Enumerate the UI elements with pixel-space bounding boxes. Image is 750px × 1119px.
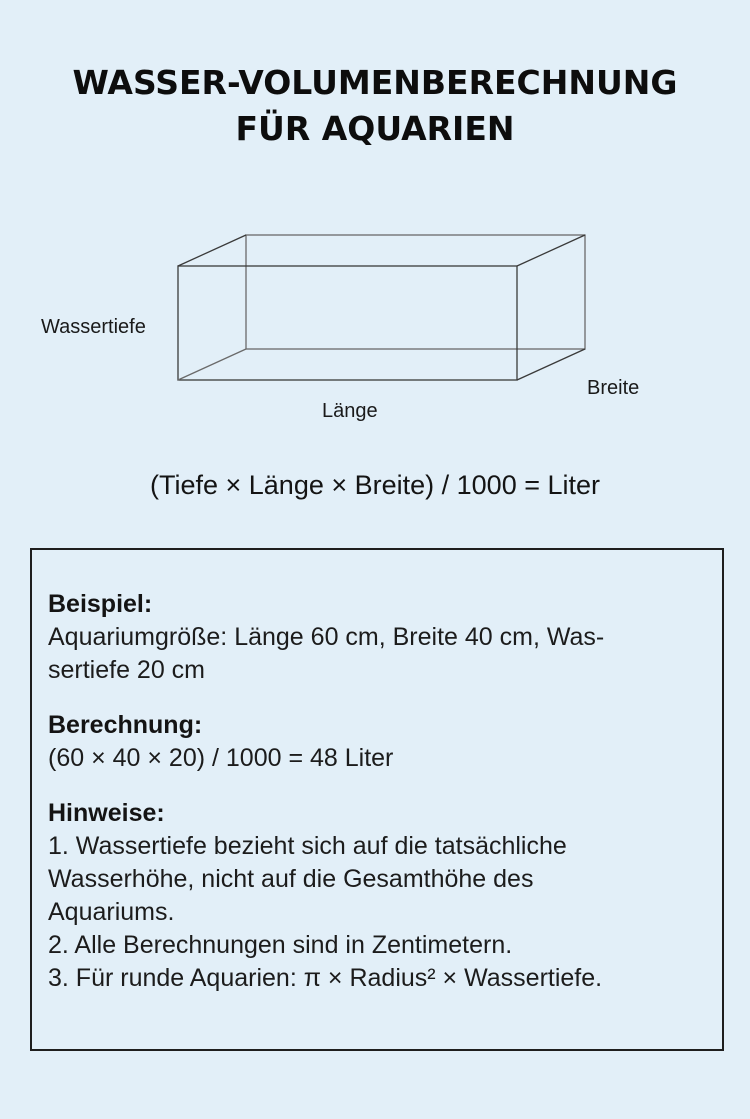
notes-section — [48, 797, 706, 995]
calculation-section — [48, 709, 706, 775]
label-laenge: Länge — [322, 400, 378, 422]
calculation-heading: Berechnung: — [48, 711, 203, 739]
info-box — [30, 548, 724, 1051]
notes-line-4: 2. Alle Berechnungen sind in Zentimetern. — [48, 931, 513, 959]
edge-top-right — [517, 235, 585, 266]
example-line-2: sertiefe 20 cm — [48, 656, 206, 684]
back-face — [246, 235, 585, 349]
edge-top-left — [178, 235, 246, 266]
notes-line-5: 3. Für runde Aquarien: π × Radius² × Wassertiefe. — [48, 964, 603, 992]
example-section — [48, 588, 706, 687]
notes-line-1: 1. Wassertiefe bezieht sich auf die tatsächliche — [48, 832, 567, 860]
edge-bottom-right — [517, 349, 585, 380]
volume-formula: (Tiefe × Länge × Breite) / 1000 = Liter — [149, 470, 601, 500]
label-breite: Breite — [587, 377, 640, 399]
front-face — [178, 266, 517, 380]
example-heading: Beispiel: — [48, 590, 153, 618]
label-wassertiefe: Wassertiefe — [41, 316, 146, 338]
notes-line-2: Wasserhöhe, nicht auf die Gesamthöhe des — [48, 865, 534, 893]
example-line-1: Aquariumgröße: Länge 60 cm, Breite 40 cm, Was- — [48, 623, 605, 651]
aquarium-diagram — [0, 220, 750, 440]
title-line-2: FÜR AQUARIEN — [235, 109, 515, 148]
notes-line-3: Aquariums. — [48, 898, 175, 926]
notes-heading: Hinweise: — [48, 799, 165, 827]
calculation-line-1: (60 × 40 × 20) / 1000 = 48 Liter — [48, 744, 394, 772]
edge-bottom-left — [178, 349, 246, 380]
title-line-1: WASSER-VOLUMENBERECHNUNG — [72, 63, 678, 102]
page-title — [0, 60, 750, 152]
